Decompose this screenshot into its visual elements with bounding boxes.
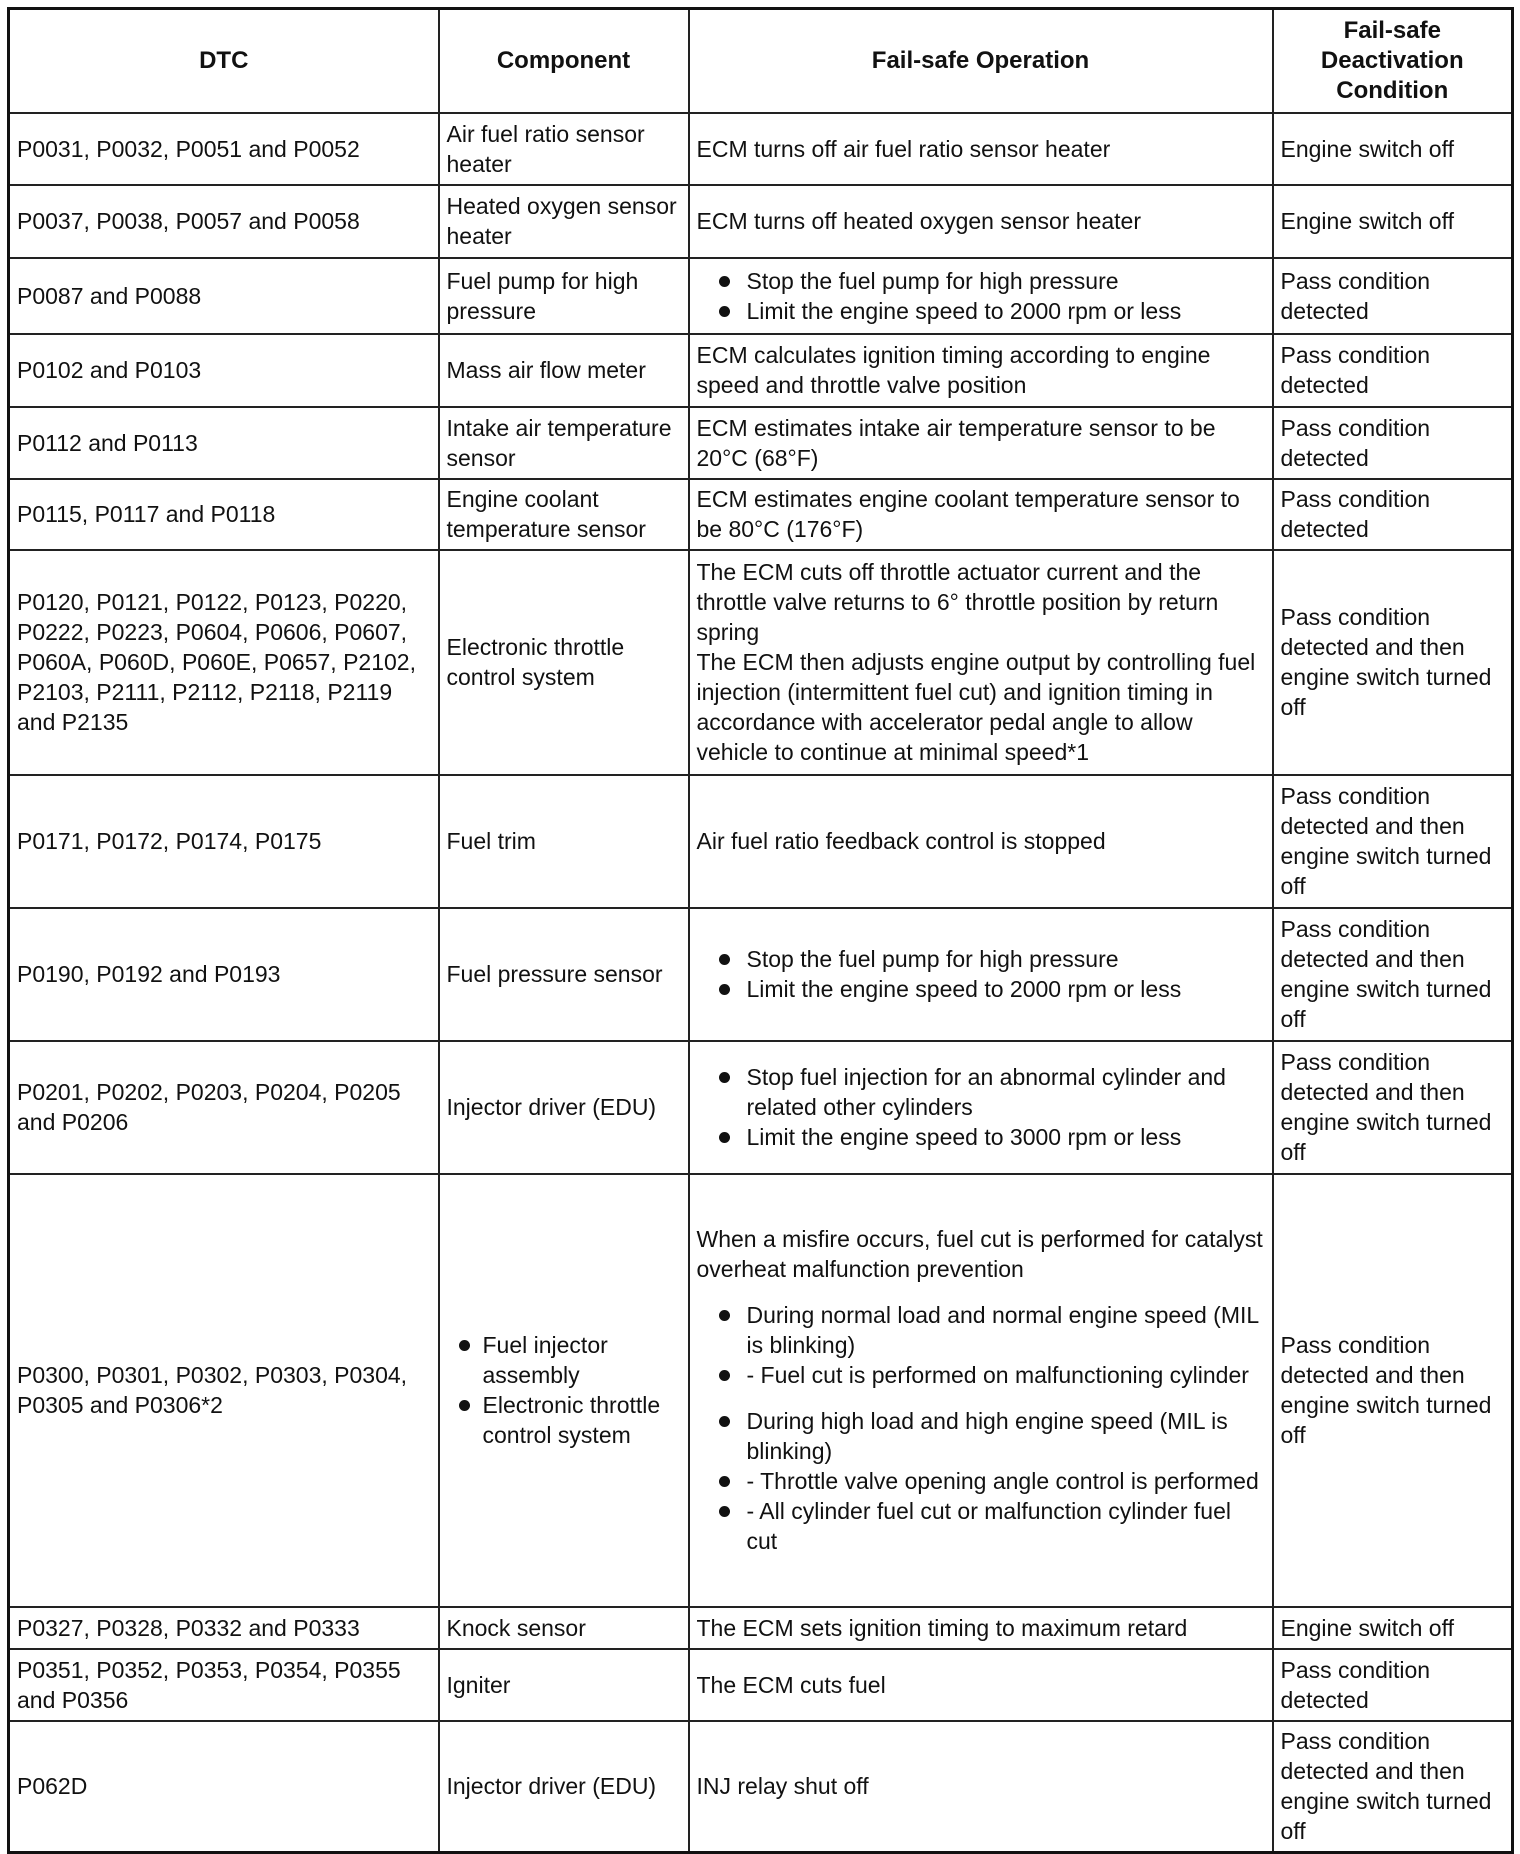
table-row [9, 334, 1513, 407]
operation-cell: The ECM cuts fuel [689, 1649, 1273, 1721]
dtc-cell: P0102 and P0103 [9, 334, 439, 407]
table-row [9, 550, 1513, 775]
component-cell [439, 1174, 689, 1607]
header-dtc: DTC [9, 9, 439, 113]
deactivation-cell: Engine switch off [1273, 185, 1513, 258]
table-row [9, 1174, 1513, 1607]
deactivation-cell: Engine switch off [1273, 113, 1513, 185]
header-row [9, 9, 1513, 113]
component-cell: Mass air flow meter [439, 334, 689, 407]
operation-bullet: Stop the fuel pump for high pressure [697, 944, 1265, 974]
table-row [9, 1607, 1513, 1649]
operation-cell [689, 258, 1273, 334]
deactivation-cell: Pass condition detected and then engine switch turned off [1273, 908, 1513, 1041]
dtc-cell: P0300, P0301, P0302, P0303, P0304, P0305 and P0306*2 [9, 1174, 439, 1607]
component-cell: Intake air temperature sensor [439, 407, 689, 479]
deactivation-cell: Pass condition detected and then engine switch turned off [1273, 550, 1513, 775]
operation-cell: ECM turns off heated oxygen sensor heater [689, 185, 1273, 258]
operation-paragraph: The ECM cuts off throttle actuator current and the throttle valve returns to 6° throttle position by return spring [696, 559, 1219, 645]
operation-bullet: Stop the fuel pump for high pressure [697, 266, 1265, 296]
operation-cell: Air fuel ratio feedback control is stopped [689, 775, 1273, 908]
operation-cell: ECM estimates engine coolant temperature sensor to be 80°C (176°F) [689, 479, 1273, 550]
deactivation-cell: Pass condition detected and then engine switch turned off [1273, 1721, 1513, 1853]
table-row [9, 258, 1513, 334]
deactivation-cell: Pass condition detected [1273, 334, 1513, 407]
operation-bullet: Stop fuel injection for an abnormal cylinder and related other cylinders [697, 1062, 1265, 1122]
operation-cell: ECM estimates intake air temperature sensor to be 20°C (68°F) [689, 407, 1273, 479]
deactivation-cell: Pass condition detected [1273, 479, 1513, 550]
operation-cell: The ECM sets ignition timing to maximum retard [689, 1607, 1273, 1649]
operation-bullet: - Fuel cut is performed on malfunctioning cylinder [697, 1360, 1265, 1390]
dtc-cell: P0201, P0202, P0203, P0204, P0205 and P0206 [9, 1041, 439, 1174]
table-row [9, 1649, 1513, 1721]
table-row [9, 479, 1513, 550]
table-row [9, 113, 1513, 185]
header-component: Component [439, 9, 689, 113]
dtc-cell: P0112 and P0113 [9, 407, 439, 479]
operation-cell: ECM turns off air fuel ratio sensor heater [689, 113, 1273, 185]
operation-cell: ECM calculates ignition timing according to engine speed and throttle valve position [689, 334, 1273, 407]
operation-paragraph: The ECM then adjusts engine output by controlling fuel injection (intermittent fuel cut) and ignition timing in accordance with accelerator pedal angle to allow vehicle to continue at minimal speed*1 [696, 649, 1256, 765]
component-bullet: Electronic throttle control system [447, 1390, 681, 1450]
table-row [9, 407, 1513, 479]
component-cell: Air fuel ratio sensor heater [439, 113, 689, 185]
operation-bullet: - All cylinder fuel cut or malfunction cylinder fuel cut [697, 1496, 1265, 1556]
operation-cell [689, 550, 1273, 775]
component-cell: Fuel pump for high pressure [439, 258, 689, 334]
dtc-cell: P0327, P0328, P0332 and P0333 [9, 1607, 439, 1649]
dtc-cell: P0171, P0172, P0174, P0175 [9, 775, 439, 908]
dtc-cell: P0037, P0038, P0057 and P0058 [9, 185, 439, 258]
table-row [9, 1721, 1513, 1853]
component-cell: Fuel pressure sensor [439, 908, 689, 1041]
table-row [9, 185, 1513, 258]
dtc-cell: P0031, P0032, P0051 and P0052 [9, 113, 439, 185]
dtc-cell: P0190, P0192 and P0193 [9, 908, 439, 1041]
deactivation-cell: Pass condition detected [1273, 407, 1513, 479]
dtc-cell: P0087 and P0088 [9, 258, 439, 334]
component-cell: Engine coolant temperature sensor [439, 479, 689, 550]
component-cell: Injector driver (EDU) [439, 1041, 689, 1174]
fail-safe-table [7, 7, 1514, 1854]
component-cell: Igniter [439, 1649, 689, 1721]
component-bullet: Fuel injector assembly [447, 1330, 681, 1390]
component-cell: Knock sensor [439, 1607, 689, 1649]
dtc-cell: P0115, P0117 and P0118 [9, 479, 439, 550]
deactivation-cell: Pass condition detected [1273, 1649, 1513, 1721]
operation-cell [689, 1174, 1273, 1607]
component-cell: Heated oxygen sensor heater [439, 185, 689, 258]
table-row [9, 908, 1513, 1041]
fail-safe-chart [7, 7, 1511, 1843]
deactivation-cell: Pass condition detected [1273, 258, 1513, 334]
operation-bullet: During high load and high engine speed (MIL is blinking) [697, 1406, 1265, 1466]
operation-bullet: Limit the engine speed to 3000 rpm or less [697, 1122, 1265, 1152]
operation-bullet: During normal load and normal engine speed (MIL is blinking) [697, 1300, 1265, 1360]
table-row [9, 1041, 1513, 1174]
deactivation-cell: Engine switch off [1273, 1607, 1513, 1649]
dtc-cell: P0120, P0121, P0122, P0123, P0220, P0222, P0223, P0604, P0606, P0607, P060A, P060D, P060E, P0657, P2102, P2103, P2111, P2112, P2118, P2119 and P2135 [9, 550, 439, 775]
deactivation-cell: Pass condition detected and then engine switch turned off [1273, 775, 1513, 908]
deactivation-cell: Pass condition detected and then engine switch turned off [1273, 1174, 1513, 1607]
operation-bullet: - Throttle valve opening angle control is performed [697, 1466, 1265, 1496]
header-operation: Fail-safe Operation [689, 9, 1273, 113]
operation-bullet: Limit the engine speed to 2000 rpm or less [697, 974, 1265, 1004]
operation-cell [689, 1041, 1273, 1174]
header-deactivation: Fail-safe Deactivation Condition [1273, 9, 1513, 113]
component-cell: Injector driver (EDU) [439, 1721, 689, 1853]
table-row [9, 775, 1513, 908]
operation-cell [689, 908, 1273, 1041]
deactivation-cell: Pass condition detected and then engine switch turned off [1273, 1041, 1513, 1174]
dtc-cell: P062D [9, 1721, 439, 1853]
component-cell: Fuel trim [439, 775, 689, 908]
operation-bullet: Limit the engine speed to 2000 rpm or less [697, 296, 1265, 326]
component-cell: Electronic throttle control system [439, 550, 689, 775]
operation-paragraph: When a misfire occurs, fuel cut is performed for catalyst overheat malfunction prevention [696, 1226, 1263, 1282]
dtc-cell: P0351, P0352, P0353, P0354, P0355 and P0356 [9, 1649, 439, 1721]
operation-cell: INJ relay shut off [689, 1721, 1273, 1853]
